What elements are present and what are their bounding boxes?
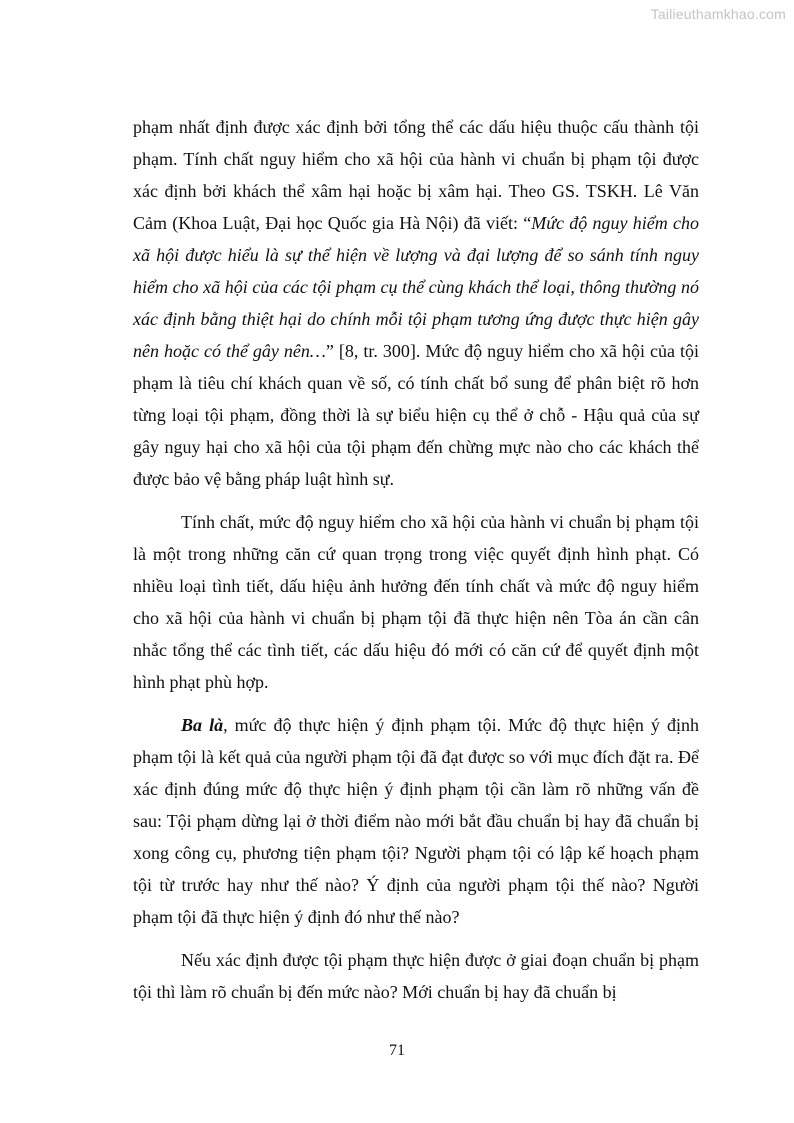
paragraph-2: Tính chất, mức độ nguy hiểm cho xã hội của hành vi chuẩn bị phạm tội là một trong những căn cứ quan trọng trong việc quyết định hình phạt. Có nhiều loại tình tiết, dấu hiệu ảnh hưởng đến tính chất và mức độ nguy hiểm cho xã hội của hành vi chuẩn bị phạm tội đã thực hiện nên Tòa án cần cân nhắc tổng thể các tình tiết, các dấu hiệu đó mới có căn cứ để quyết định một hình phạt phù hợp.: [133, 512, 699, 692]
paragraph-3-text: mức độ thực hiện ý định phạm tội. Mức độ thực hiện ý định phạm tội là kết quả của người phạm tội đã đạt được so với mục đích đặt ra. Để xác định đúng mức độ thực hiện ý định phạm tội cần làm rõ những vấn đề sau: Tội phạm dừng lại ở thời điểm nào mới bắt đầu chuẩn bị hay đã chuẩn bị xong công cụ, phương tiện phạm tội? Người phạm tội có lập kế hoạch phạm tội từ trước hay như thế nào? Ý định của người phạm tội thế nào? Người phạm tội đã thực hiện ý định đó như thế nào?: [133, 715, 699, 927]
paragraph-1-text-end: ” [8, tr. 300]. Mức độ nguy hiểm cho xã hội của tội phạm là tiêu chí khách quan về số, có tính chất bổ sung để phân biệt rõ hơn từng loại tội phạm, đồng thời là sự biểu hiện cụ thể ở chỗ - Hậu quả của sự gây nguy hại cho xã hội của tội phạm đến chừng mực nào cho các khách thể được bảo vệ bằng pháp luật hình sự.: [133, 341, 699, 489]
paragraph-3-lead-comma: ,: [223, 715, 228, 735]
paragraph-3-lead: Ba là: [181, 715, 224, 735]
paragraph-1-text-start: phạm nhất định được xác định bởi tổng thể các dấu hiệu thuộc cấu thành tội phạm. Tính chất nguy hiểm cho xã hội của hành vi chuẩn bị phạm tội được xác định bởi khách thể xâm hại hoặc bị xâm hại. Theo GS. TSKH. Lê Văn Cảm (Khoa Luật, Đại học Quốc gia Hà Nội) đã viết: “: [133, 117, 699, 233]
document-body: [133, 111, 699, 1008]
paragraph-3: [133, 709, 699, 933]
paragraph-4: Nếu xác định được tội phạm thực hiện được ở giai đoạn chuẩn bị phạm tội thì làm rõ chuẩn bị đến mức nào? Mới chuẩn bị hay đã chuẩn bị: [133, 950, 699, 1002]
quoted-definition: Mức độ nguy hiểm cho xã hội được hiểu là sự thể hiện về lượng và đại lượng để so sánh tính nguy hiểm cho xã hội của các tội phạm cụ thể cùng khách thể loại, thông thường nó xác định bằng thiệt hại do chính mỗi tội phạm tương ứng được thực hiện gây nên hoặc có thể gây nên…: [133, 213, 699, 361]
paragraph-1: [133, 111, 699, 495]
page-number: 71: [389, 1042, 405, 1059]
watermark-text: Tailieuthamkhao.com: [650, 6, 786, 22]
